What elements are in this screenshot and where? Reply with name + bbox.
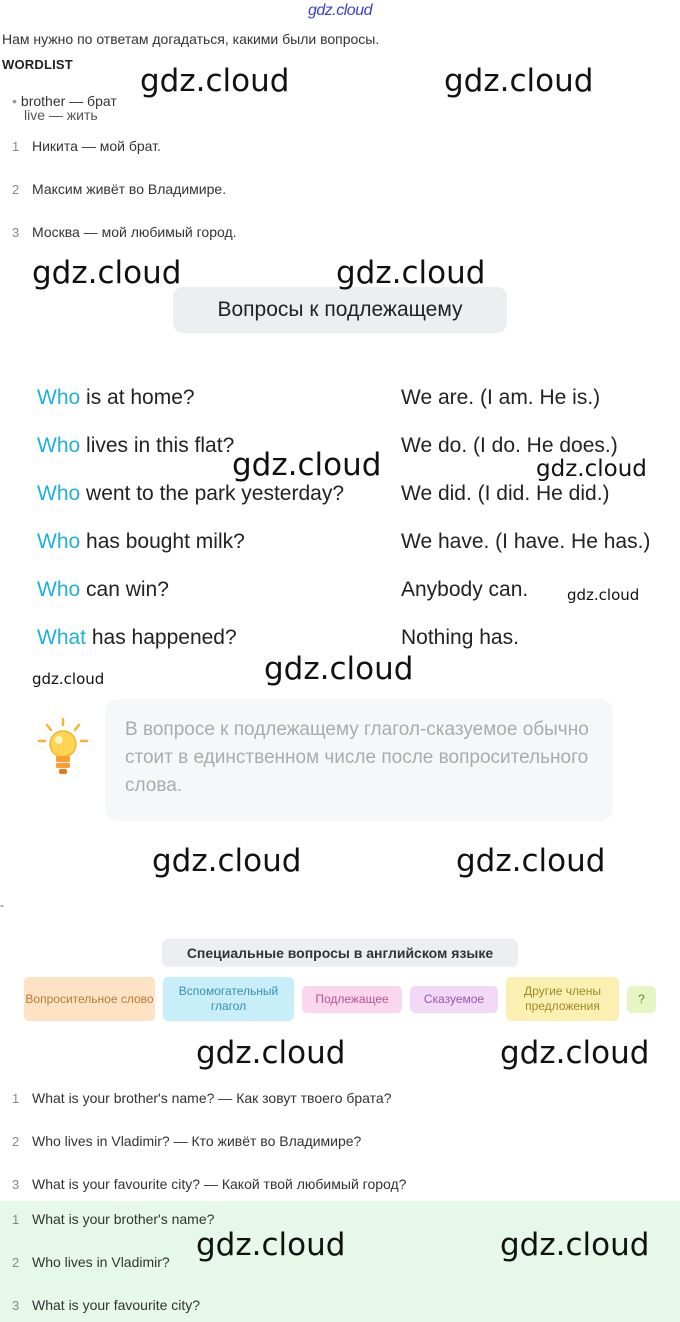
watermark: gdz.cloud	[500, 1227, 650, 1263]
section-title-special-questions: Специальные вопросы в английском языке	[162, 939, 518, 967]
item-number: 3	[12, 225, 20, 240]
site-logo[interactable]: gdz.cloud	[308, 2, 372, 19]
watermark: gdz.cloud	[140, 63, 290, 99]
watermark: gdz.cloud	[567, 586, 640, 604]
watermark: gdz.cloud	[32, 670, 105, 688]
question-word: Who	[37, 434, 81, 457]
question-rest: has bought milk?	[80, 530, 245, 553]
chip-subject: Подлежащее	[302, 986, 402, 1013]
answer-text: Anybody can.	[401, 578, 529, 601]
section-title-subject-questions: Вопросы к подлежащему	[173, 287, 507, 333]
watermark: gdz.cloud	[152, 843, 302, 879]
item-text: Никита — мой брат.	[32, 138, 161, 154]
list-item	[12, 1211, 214, 1227]
list-item	[12, 1254, 170, 1270]
answer-text: We did. (I did. He did.)	[401, 482, 610, 505]
item-text: Who lives in Vladimir?	[32, 1254, 170, 1270]
watermark: gdz.cloud	[232, 447, 382, 483]
question-row	[37, 530, 245, 554]
watermark: gdz.cloud	[500, 1035, 650, 1071]
watermark: gdz.cloud	[32, 255, 182, 291]
watermark: gdz.cloud	[336, 255, 486, 291]
answer-text: We do. (I do. He does.)	[401, 434, 618, 457]
watermark: gdz.cloud	[196, 1227, 346, 1263]
wordlist-item-text: brother — брат	[20, 93, 117, 109]
item-text: What is your brother's name?	[32, 1211, 215, 1227]
question-word: Who	[37, 482, 81, 505]
question-rest: went to the park yesterday?	[80, 482, 344, 505]
question-row	[37, 482, 344, 506]
lightbulb-icon	[36, 717, 90, 779]
chip-auxiliary-verb: Вспомогательный глагол	[163, 977, 294, 1021]
item-number: 1	[12, 139, 20, 154]
wordlist-item: • brother — брат	[12, 93, 117, 109]
question-row	[37, 626, 237, 650]
item-number: 3	[12, 1177, 20, 1192]
list-item	[12, 1176, 406, 1192]
item-text: What is your favourite city? — Какой твой любимый город?	[32, 1176, 407, 1192]
item-number: 2	[12, 1134, 20, 1149]
question-row	[37, 386, 195, 410]
list-item	[12, 138, 161, 154]
wordlist-heading: WORDLIST	[2, 57, 73, 72]
question-rest: lives in this flat?	[80, 434, 235, 457]
list-item	[12, 1133, 361, 1149]
chip-other-members: Другие члены предложения	[506, 977, 619, 1021]
item-text: What is your favourite city?	[32, 1297, 201, 1313]
item-text: Максим живёт во Владимире.	[32, 181, 227, 197]
list-item	[12, 224, 237, 240]
question-word: Who	[37, 530, 81, 553]
list-item	[12, 181, 226, 197]
list-item	[12, 1090, 391, 1106]
wordlist-item-clipped	[24, 107, 98, 125]
answer-text: Nothing has.	[401, 626, 519, 649]
item-number: 3	[12, 1298, 20, 1313]
watermark: gdz.cloud	[264, 651, 414, 687]
answer-text: We are. (I am. He is.)	[401, 386, 601, 409]
watermark: gdz.cloud	[196, 1035, 346, 1071]
item-text: Москва — мой любимый город.	[32, 224, 237, 240]
wordlist-item-text: live — жить	[24, 107, 98, 123]
list-item	[12, 1297, 200, 1313]
question-rest: is at home?	[80, 386, 195, 409]
watermark: gdz.cloud	[536, 456, 647, 482]
chip-predicate: Сказуемое	[410, 986, 498, 1013]
question-rest: has happened?	[86, 626, 237, 649]
chip-question-word: Вопросительное слово	[24, 977, 155, 1021]
question-rest: can win?	[80, 578, 169, 601]
question-row	[37, 578, 169, 602]
chip-question-mark: ?	[627, 986, 656, 1013]
item-text: What is your brother's name? — Как зовут твоего брата?	[32, 1090, 392, 1106]
divider-dash: -	[0, 898, 4, 912]
item-number: 2	[12, 182, 20, 197]
watermark: gdz.cloud	[456, 843, 606, 879]
question-word: Who	[37, 386, 81, 409]
question-word: What	[37, 626, 87, 649]
watermark: gdz.cloud	[444, 63, 594, 99]
tip-text: В вопросе к подлежащему глагол-сказуемое обычно стоит в единственном числе после вопросительного слова.	[125, 719, 589, 796]
item-number: 1	[12, 1091, 20, 1106]
question-row	[37, 434, 234, 458]
item-number: 1	[12, 1212, 20, 1227]
intro-text: Нам нужно по ответам догадаться, какими были вопросы.	[2, 31, 380, 47]
item-text: Who lives in Vladimir? — Кто живёт во Владимире?	[32, 1133, 362, 1149]
answer-text: We have. (I have. He has.)	[401, 530, 651, 553]
question-word: Who	[37, 578, 81, 601]
item-number: 2	[12, 1255, 20, 1270]
